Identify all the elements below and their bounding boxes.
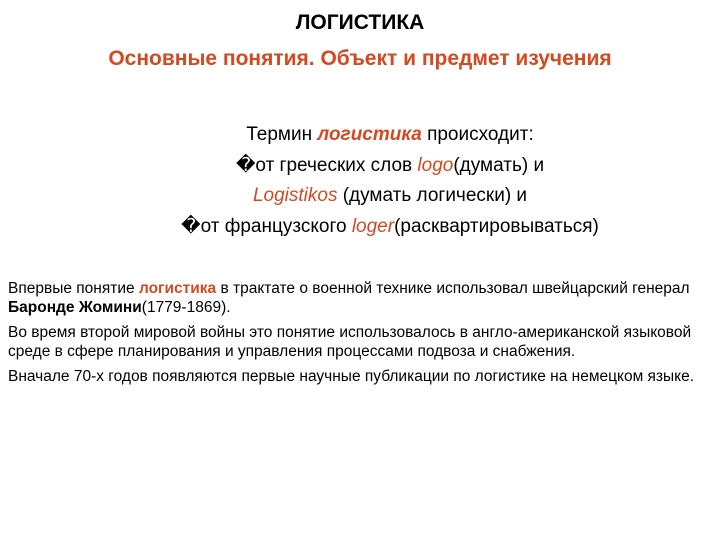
body-paragraphs — [8, 279, 712, 392]
term-intro-text: Термин — [246, 124, 318, 145]
term-line-4 — [140, 211, 640, 242]
greek-word-logistikos: Logistikos — [252, 185, 338, 206]
paragraph-70s: Вначале 70-х годов появляются первые научные публикации по логистике на немецком языке. — [8, 368, 695, 385]
term-line-3 — [140, 181, 640, 211]
term-origin-block — [140, 120, 640, 242]
greek-word-logo: logo — [417, 155, 454, 176]
logistikos-meaning: (думать логически) и — [337, 185, 528, 206]
highlight-logistika: логистика — [138, 280, 217, 297]
greek-origin-text: от греческих слов — [255, 155, 418, 176]
term-line-1 — [140, 120, 640, 150]
greek-word-meaning: (думать) и — [453, 155, 545, 176]
term-line-2 — [140, 150, 640, 181]
term-word-logistika: логистика — [317, 124, 422, 145]
loger-meaning: (расквартировываться) — [394, 216, 599, 237]
french-origin-text: от французского — [200, 216, 352, 237]
name-jomini: Баронде Жомини — [8, 299, 142, 316]
paragraph-ww2: Во время второй мировой войны это понятие использовалось в англо-американской языковой среде в сфере планирования и управления процессами подвоза и снабжения. — [8, 324, 692, 360]
missing-glyph-icon: � — [235, 154, 253, 176]
french-word-loger: loger — [351, 216, 395, 237]
slide-subtitle: Основные понятия. Объект и предмет изучения — [108, 47, 612, 70]
paragraph-jomini: Впервые понятие логистика в трактате о военной технике использовал швейцарский генерал Баронде Жомини(1779-1869). — [8, 280, 690, 316]
term-intro-tail: происходит: — [421, 124, 534, 145]
missing-glyph-icon: � — [181, 215, 198, 237]
slide-title: ЛОГИСТИКА — [295, 11, 425, 34]
